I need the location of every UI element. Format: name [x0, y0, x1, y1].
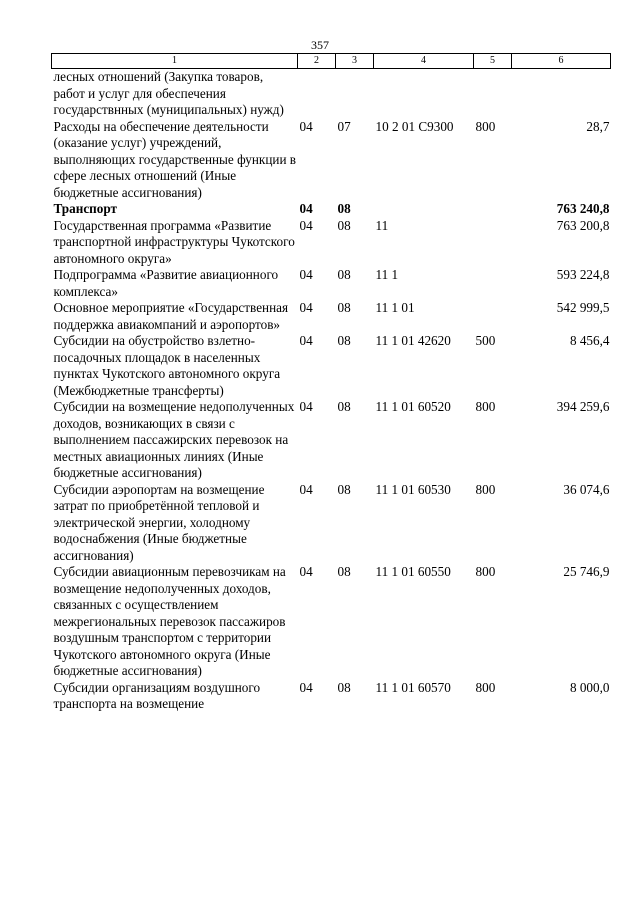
row-name: Субсидии на возмещение недополученных доходов, возникающих в связи с выполнением пассажирских перевозок на местных авиационных линиях (Иные бюджетные ассигнования) [53, 399, 295, 480]
row-subsection [336, 69, 374, 119]
header-col-6: 6 [512, 54, 611, 69]
row-target-article: 11 1 01 60530 [375, 481, 451, 497]
row-amount: 763 240,8 [556, 201, 610, 216]
row-amount: 542 999,5 [556, 300, 610, 315]
header-col-3: 3 [336, 54, 374, 69]
row-section: 04 [299, 267, 313, 282]
row-target-article [374, 69, 474, 119]
row-section: 04 [299, 679, 313, 695]
row-name: Расходы на обеспечение деятельности (оказание услуг) учреждений, выполняющих государственные функции в сфере лесных отношений (Иные бюджетные ассигнования) [53, 118, 297, 200]
row-expense-type: 800 [475, 399, 496, 414]
row-name: Субсидии авиационным перевозчикам на возмещение недополученных доходов, связанных с осуществлением межрегиональных перевозок пассажиров воздушным транспортом с территории Чукотского автономного округа (Иные бюджетные ассигнования) [53, 564, 286, 678]
table-row [52, 69, 611, 119]
row-section: 04 [299, 564, 313, 579]
row-name: Государственная программа «Развитие транспортной инфраструктуры Чукотского автономного округа» [53, 217, 295, 266]
row-section: 04 [299, 201, 313, 216]
row-subsection: 08 [337, 564, 351, 579]
row-subsection: 08 [337, 481, 351, 497]
row-subsection: 08 [337, 300, 351, 315]
row-expense-type [474, 300, 512, 333]
row-name: Субсидии на обустройство взлетно-посадочных площадок в населенных пунктах Чукотского автономного округа (Межбюджетные трансферты) [53, 333, 281, 398]
table-header-row [52, 54, 611, 69]
row-subsection: 08 [337, 333, 351, 348]
row-expense-type [474, 201, 512, 218]
row-subsection: 08 [337, 217, 351, 233]
row-target-article: 11 1 [375, 267, 399, 282]
row-target-article: 11 1 01 [375, 300, 415, 315]
row-target-article [374, 201, 474, 218]
row-section: 04 [299, 217, 313, 233]
row-section: 04 [299, 399, 313, 414]
header-col-4: 4 [374, 54, 474, 69]
row-target-article: 11 1 01 60570 [375, 679, 451, 695]
row-expense-type: 800 [475, 481, 496, 497]
header-col-5: 5 [474, 54, 512, 69]
table-row [52, 564, 611, 680]
row-target-article: 11 1 01 60550 [375, 564, 451, 579]
row-subsection: 08 [337, 399, 351, 414]
row-expense-type [474, 267, 512, 300]
row-amount [512, 69, 611, 119]
row-section: 04 [299, 118, 313, 134]
row-section [298, 69, 336, 119]
row-section: 04 [299, 300, 313, 315]
table-row [52, 482, 611, 565]
row-name: лесных отношений (Закупка товаров, работ и услуг для обеспечения государствнных (муниципальных) нужд) [53, 69, 284, 117]
row-expense-type [474, 69, 512, 119]
row-name: Подпрограмма «Развитие авиационного комплекса» [53, 267, 279, 299]
row-amount: 593 224,8 [556, 267, 610, 282]
row-amount: 25 746,9 [563, 564, 610, 579]
row-amount: 8 456,4 [569, 333, 610, 348]
table-row [52, 300, 611, 333]
row-target-article: 10 2 01 С9300 [375, 118, 454, 134]
row-expense-type: 800 [475, 679, 496, 695]
table-row [52, 119, 611, 202]
row-target-article: 11 1 01 60520 [375, 399, 451, 414]
page-number: 357 [311, 38, 329, 52]
row-subsection: 08 [337, 267, 351, 282]
table-row [52, 218, 611, 268]
row-section: 04 [299, 333, 313, 348]
table-row [52, 680, 611, 713]
table-row [52, 399, 611, 482]
header-col-2: 2 [298, 54, 336, 69]
row-expense-type [474, 218, 512, 268]
row-expense-type: 500 [475, 333, 496, 348]
row-amount: 394 259,6 [556, 399, 610, 414]
row-section: 04 [299, 481, 313, 497]
row-expense-type: 800 [475, 564, 496, 579]
row-amount: 28,7 [586, 118, 610, 134]
row-target-article: 11 1 01 42620 [375, 333, 451, 348]
table-row [52, 333, 611, 399]
table-row [52, 267, 611, 300]
header-col-1: 1 [52, 54, 298, 69]
row-subsection: 08 [337, 201, 351, 216]
row-name: Субсидии аэропортам на возмещение затрат по приобретённой тепловой и электрической энергии, холодному водоснабжения (Иные бюджетные ассигнования) [53, 481, 265, 563]
row-amount: 763 200,8 [556, 217, 610, 233]
row-subsection: 07 [337, 118, 351, 134]
row-name: Транспорт [53, 201, 118, 216]
row-amount: 8 000,0 [569, 679, 610, 695]
row-target-article: 11 [375, 217, 389, 233]
row-expense-type: 800 [475, 118, 496, 134]
budget-table [51, 53, 611, 713]
table-row [52, 201, 611, 218]
row-subsection: 08 [337, 679, 351, 695]
row-amount: 36 074,6 [563, 481, 610, 497]
row-name: Субсидии организациям воздушного транспорта на возмещение [53, 679, 261, 711]
row-name: Основное мероприятие «Государственная поддержка авиакомпаний и аэропортов» [53, 300, 289, 332]
